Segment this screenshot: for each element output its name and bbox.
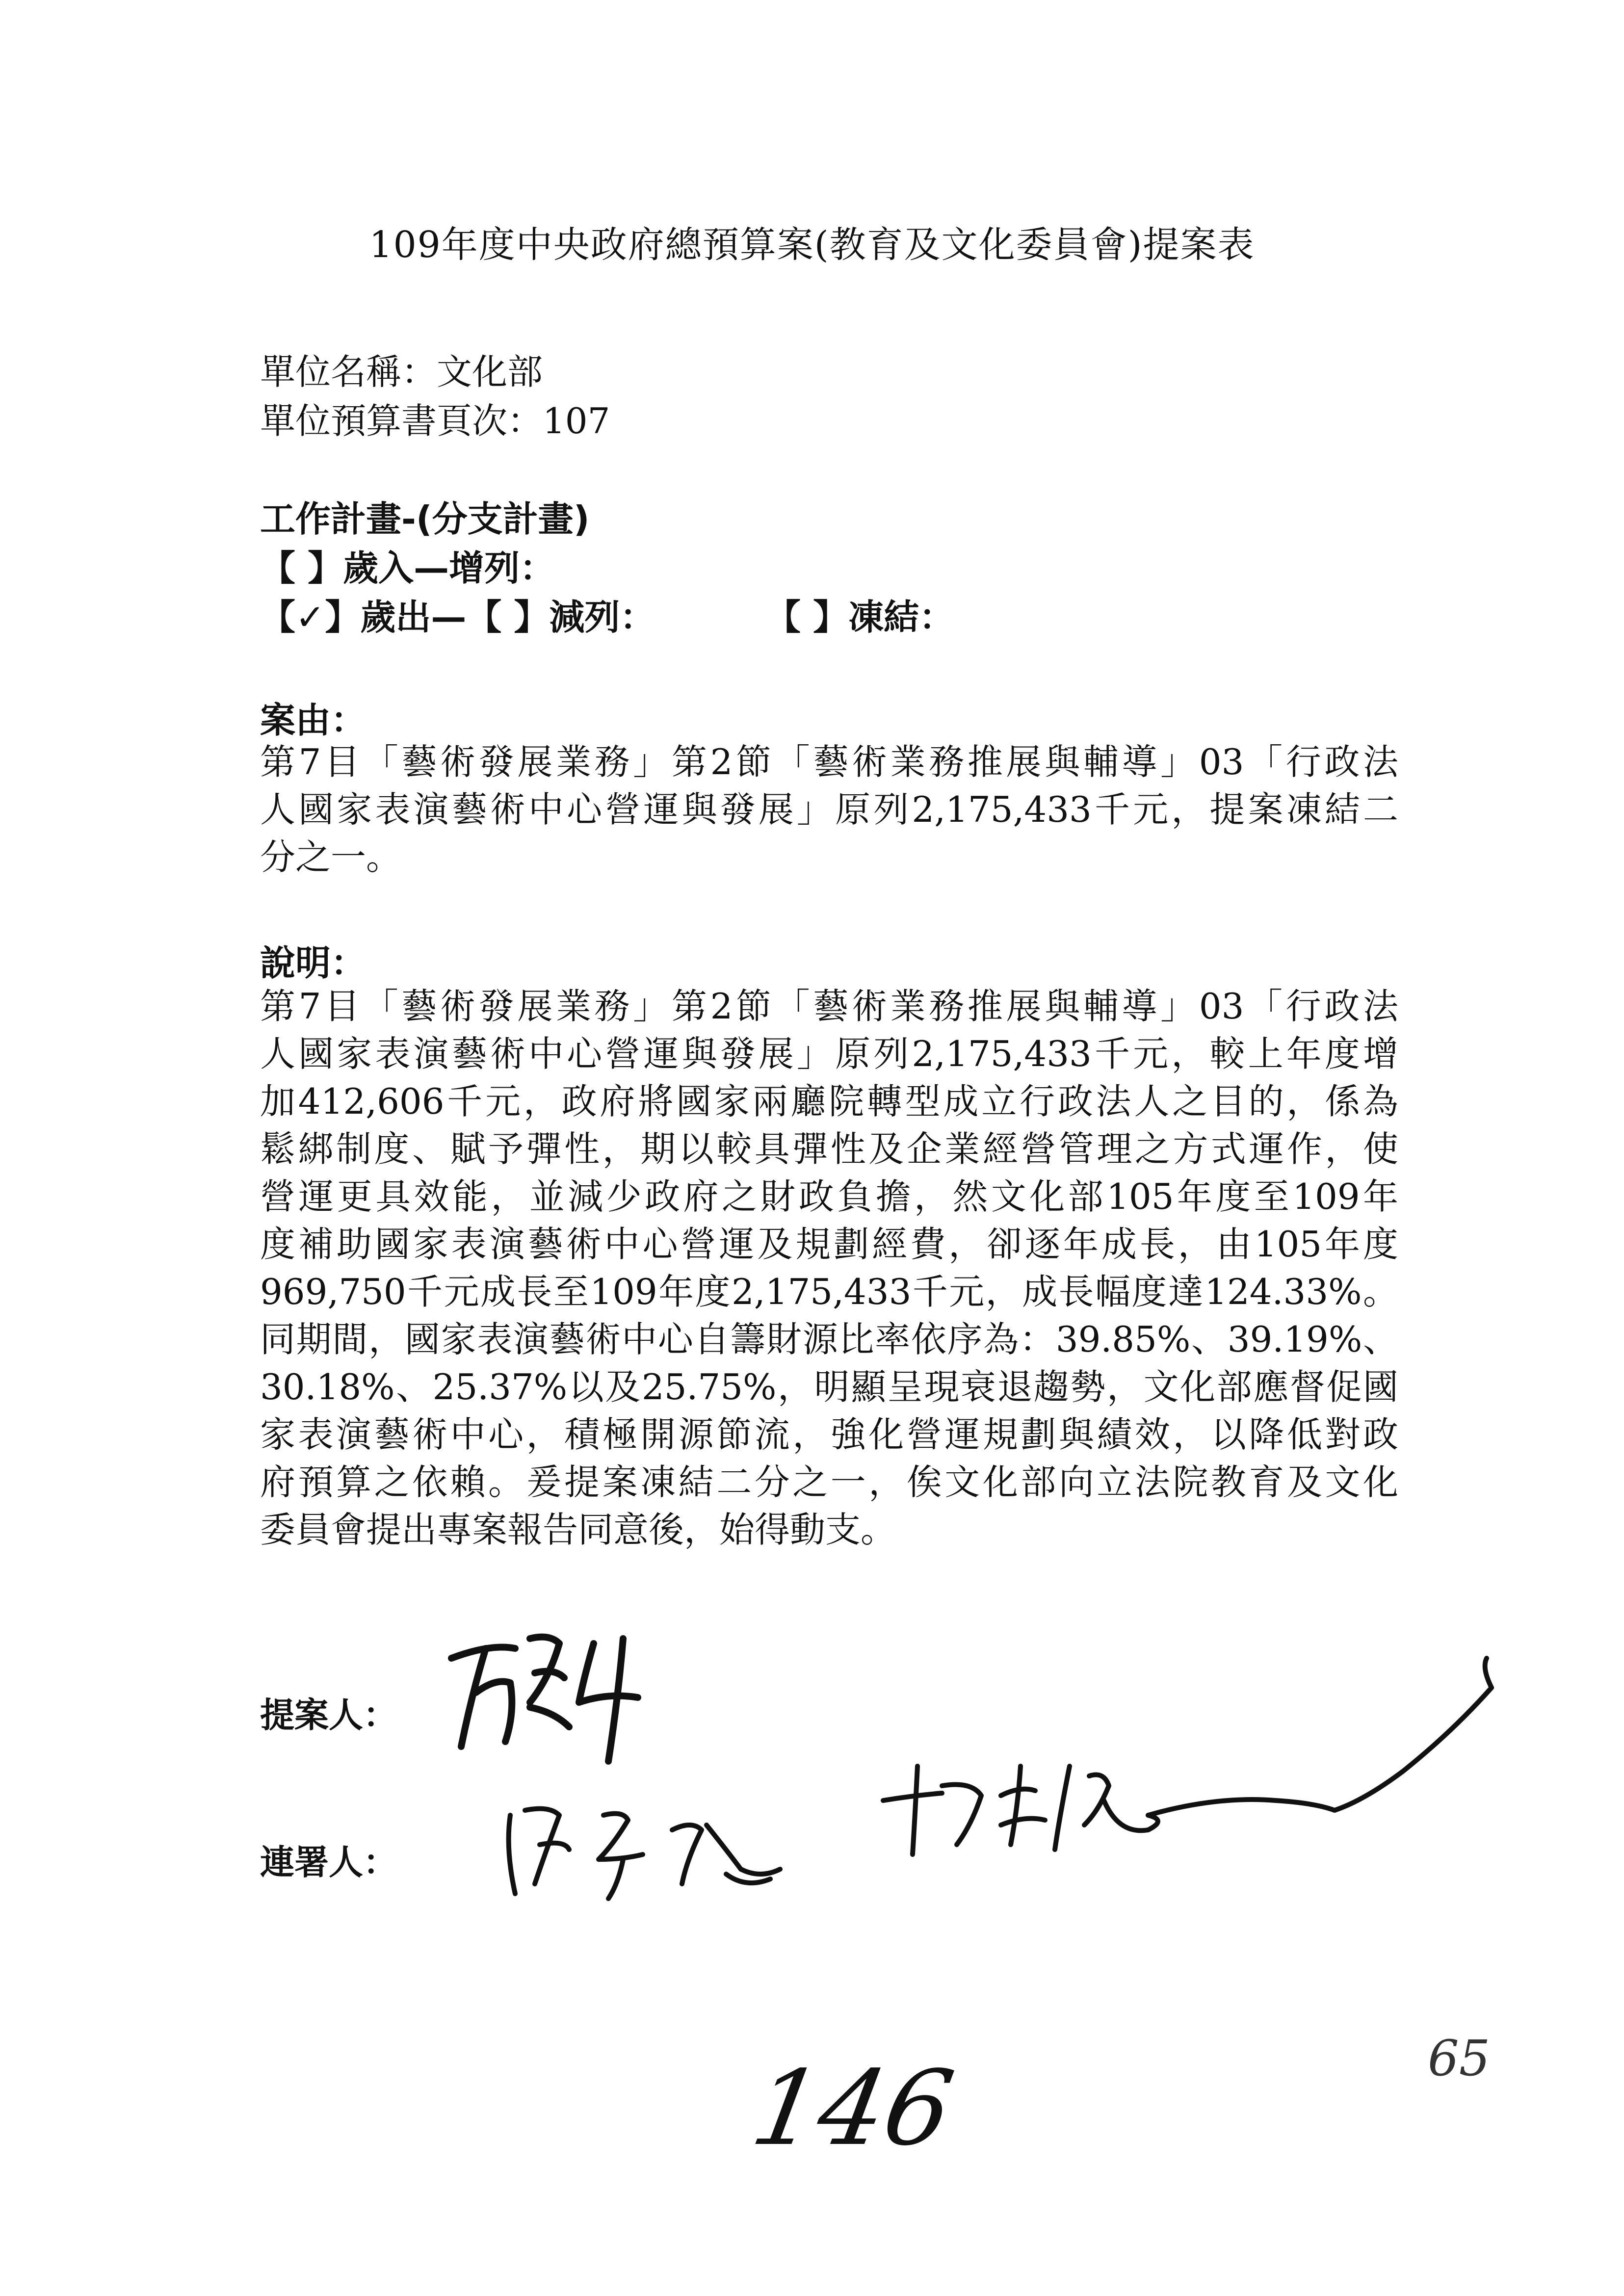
proposer-signature [432,1619,687,1766]
explanation-line: 30.18%、25.37%以及25.75%，明顯呈現衰退趨勢，文化部應督促國 [260,1366,1398,1408]
budget-page-number: 單位預算書頁次：107 [260,400,610,442]
explanation-line: 第7目「藝術發展業務」第2節「藝術業務推展與輔導」03「行政法 [260,986,1398,1027]
work-plan-heading: 工作計畫-(分支計畫) [260,498,590,540]
unit-name: 單位名稱：文化部 [260,351,543,392]
case-line: 人國家表演藝術中心營運與發展」原列2,175,433千元，提案凍結二 [260,789,1398,830]
handwritten-corner-number-text: 65 [1428,2030,1491,2087]
case-line: 第7目「藝術發展業務」第2節「藝術業務推展與輔導」03「行政法 [260,741,1398,783]
explanation-line: 委員會提出專案報告同意後，始得動支。 [260,1509,896,1550]
explanation-line: 度補助國家表演藝術中心營運及規劃經費，卻逐年成長，由105年度 [260,1224,1398,1265]
explanation-line: 加412,606千元，政府將國家兩廳院轉型成立行政法人之目的，係為 [260,1081,1398,1122]
explanation-line: 營運更具效能，並減少政府之財政負擔，然文化部105年度至109年 [260,1176,1398,1217]
proposer-label: 提案人： [260,1695,397,1735]
document-title: 109年度中央政府總預算案(教育及文化委員會)提案表 [369,224,1255,266]
cosigner-signature-2 [873,1639,1550,1884]
explanation-line: 同期間，國家表演藝術中心自籌財源比率依序為：39.85%、39.19%、 [260,1319,1398,1360]
explanation-heading: 說明： [260,942,367,984]
cosigner-label: 連署人： [260,1842,397,1882]
handwritten-page-number [743,2046,981,2168]
explanation-line: 人國家表演藝術中心營運與發展」原列2,175,433千元，較上年度增 [260,1033,1398,1074]
handwritten-corner-number [1423,2021,1511,2090]
revenue-increase-line: 【 】歲入—增列： [260,548,555,589]
explanation-line: 家表演藝術中心，積極開源節流，強化營運規劃與績效，以降低對政 [260,1414,1398,1455]
explanation-line: 府預算之依賴。爰提案凍結二分之一，俟文化部向立法院教育及文化 [260,1461,1398,1503]
explanation-line: 鬆綁制度、賦予彈性，期以較具彈性及企業經營管理之方式運作，使 [260,1128,1398,1170]
explanation-line: 969,750千元成長至109年度2,175,433千元，成長幅度達124.33%。 [260,1271,1398,1312]
expense-decrease-line: 【✓】歲出—【 】減列： [260,597,655,638]
handwritten-page-number-text: 146 [743,2048,962,2168]
case-heading: 案由： [260,700,367,741]
explanation-paragraph [260,983,1398,1554]
cosigner-signature-1 [496,1786,810,1908]
case-paragraph [260,738,1398,881]
freeze-line: 【 】凍結： [765,597,955,638]
case-line: 分之一。 [260,836,402,878]
